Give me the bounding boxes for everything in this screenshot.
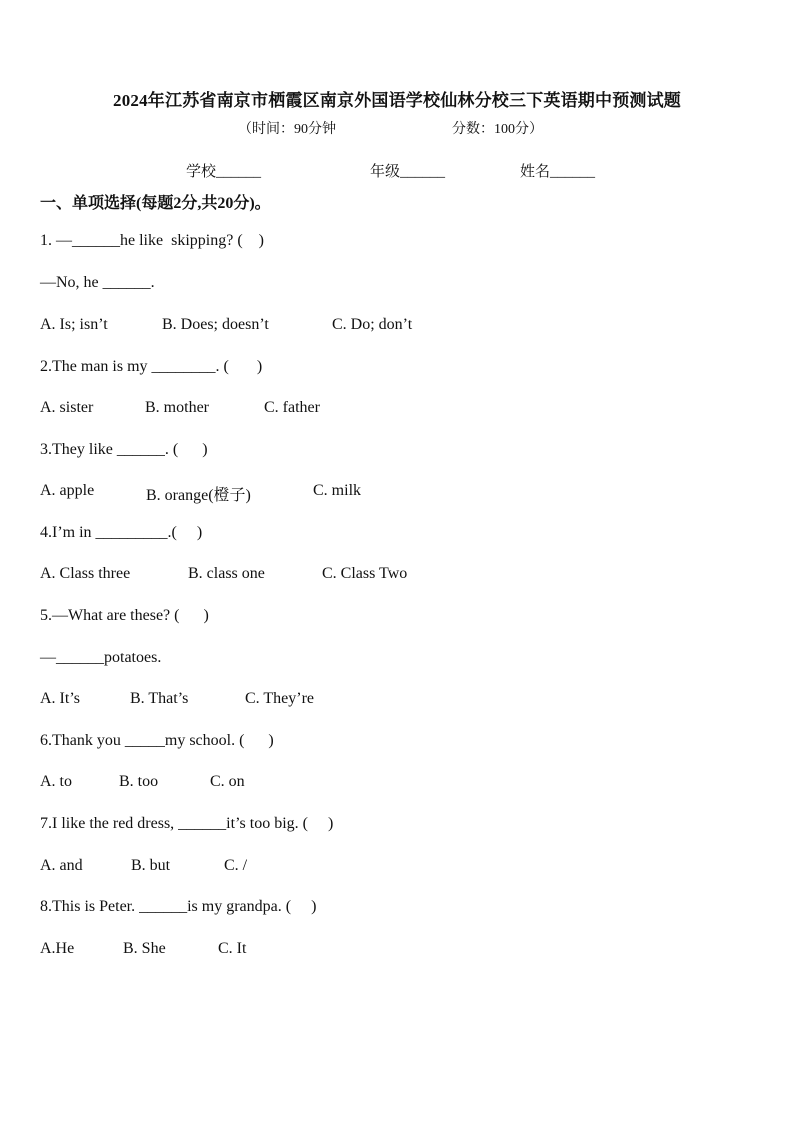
question-2-option-a[interactable]: A. sister	[40, 399, 94, 416]
question-5-option-a[interactable]: A. It’s	[40, 690, 80, 707]
question-5-option-c[interactable]: C. They’re	[245, 690, 315, 707]
question-1-option-a[interactable]: A. Is; isn’t	[40, 316, 108, 333]
question-4-stem: 4.I’m in _________.( )	[40, 524, 203, 541]
question-4-option-a[interactable]: A. Class three	[40, 565, 131, 582]
question-8-option-a[interactable]: A.He	[40, 940, 75, 957]
question-5-stem: 5.—What are these? ( )	[40, 607, 209, 624]
question-6-option-b[interactable]: B. too	[119, 773, 159, 790]
question-4-option-b[interactable]: B. class one	[188, 565, 265, 582]
question-7-option-c[interactable]: C. /	[224, 857, 248, 874]
page-title: 2024年江苏省南京市栖霞区南京外国语学校仙林分校三下英语期中预测试题	[113, 91, 681, 110]
question-3-option-b[interactable]: B. orange(橙子)	[146, 487, 251, 504]
section-heading: 一、单项选择(每题2分,共20分)。	[40, 195, 271, 212]
question-2-option-b[interactable]: B. mother	[145, 399, 209, 416]
question-2-option-c[interactable]: C. father	[264, 399, 320, 416]
time-info: （时间：90分钟	[238, 122, 336, 137]
question-7-option-b[interactable]: B. but	[131, 857, 171, 874]
question-7-stem: 7.I like the red dress, ______it’s too big. ( )	[40, 815, 334, 832]
question-6-option-a[interactable]: A. to	[40, 773, 72, 790]
name-field[interactable]: 姓名______	[520, 164, 596, 180]
score-info: 分数：100分）	[452, 122, 543, 137]
question-3-option-c[interactable]: C. milk	[313, 482, 362, 499]
question-6-stem: 6.Thank you _____my school. ( )	[40, 732, 274, 749]
question-8-stem: 8.This is Peter. ______is my grandpa. ( )	[40, 898, 317, 915]
school-field[interactable]: 学校______	[186, 164, 262, 180]
question-3-option-a[interactable]: A. apple	[40, 482, 95, 499]
question-3-stem: 3.They like ______. ( )	[40, 441, 208, 458]
question-2-stem: 2.The man is my ________. ( )	[40, 358, 263, 375]
question-6-option-c[interactable]: C. on	[210, 773, 245, 790]
question-8-option-c[interactable]: C. It	[218, 940, 247, 957]
question-8-option-b[interactable]: B. She	[123, 940, 166, 957]
question-4-option-c[interactable]: C. Class Two	[322, 565, 408, 582]
question-1-answer-line: —No, he ______.	[40, 274, 155, 291]
question-7-option-a[interactable]: A. and	[40, 857, 83, 874]
question-5-option-b[interactable]: B. That’s	[130, 690, 189, 707]
question-1-option-b[interactable]: B. Does; doesn’t	[162, 316, 269, 333]
question-1-stem: 1. —______he like skipping? ( )	[40, 232, 264, 249]
grade-field[interactable]: 年级______	[370, 164, 446, 180]
question-1-option-c[interactable]: C. Do; don’t	[332, 316, 413, 333]
question-5-answer-line: —______potatoes.	[40, 649, 162, 666]
